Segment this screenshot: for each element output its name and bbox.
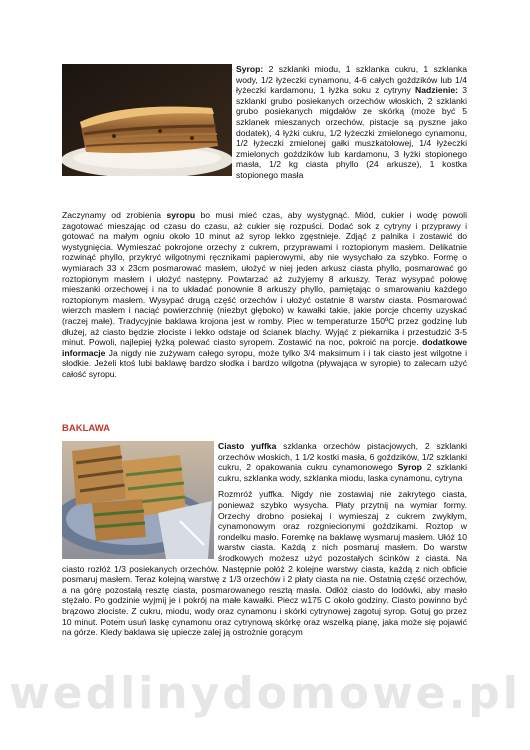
recipe2-method: Rozmróź yuffka. Nigdy nie zostawiaj nie zakrytego ciasta, ponieważ szybko wysycha. Płaty przytnij na wymiar formy. Orzechy drobno posiekaj i wymieszaj z cukrem zwykłym, cynamonowym oraz rozgniecionymi goździkami. Roztop w rondelku masło. Foremkę na baklawę wysmaruj masłem. Ułóż 10 warstw ciasta. Każdą z nich posmaruj masłem. Do warstw środkowych możesz użyć pozostałych ścinków z ciasta. Na ciasto rozłóż 1/3 posiekanych orzechów. Następnie połóż 2 kolejne warstwy ciasta, każdą z nich obficie posmaruj masłem. Teraz kolejną warstwę z 1/3 orzechów i 2 płaty ciasta na nie. Ostatnią część orzechów, a na górę pozostałą resztę ciasta, posmarowanego resztą masła. Odłóż ciasto do lodówki, aby masło stężało. Po godzinie wyjmij je i pokrój na małe kawałki. Piecz w175 C około godziny. Ciasto powinno być brązowo złociste. Z cukru, miodu, wody oraz cynamonu i skórki cytrynowej zagotuj syrop. Gotuj go przez 10 minut. Potem usuń laskę cynamonu oraz cytrynową skórkę oraz wszelką pianę, jaka może się pojawić na górze. Kiedy baklawa się upiecze zalej ją ostrożnie gorącym bbox=[62, 489, 467, 638]
method1-text-2: bo musi mieć czas, aby wystygnąć. Miód, cukier i wodę powoli zagotować mieszając od czasu do czasu, aż cukier się rozpuści. Dodać sok z cytryny i przyprawy i gotować na małym ogniu około 10 minut aż syrop lekko zgęstnieje. Zdjąć z palnika i zostawić do wystygnięcia. Wymieszać pokrojone orzechy z cukrem, przyprawami i roztopionym masłem. Delikatnie rozwinąć phyllo, przykryć wilgotnymi ręcznikami papierowymi, aby nie wysychało za szybko. Formę o wymiarach 33 x 23cm posmarować masłem, ułożyć w niej jeden arkusz ciasta phyllo, posmarować go roztopionym masłem i ułożyć następny. Powtarzać aż zużyjemy 8 arkuszy. Teraz wysypać połowę mieszanki orzechowej i na to układać ponownie 8 arkuszy phyllo, pamiętając o smarowaniu każdego roztopionym masłem. Wysypać drugą część orzechów i ułożyć ostatnie 8 warstw ciasta. Posmarować wierzch masłem i naciąć powierzchnię (niezbyt głęboko) w kawałki takie, jakie porcje chcemy uzyskać (raczej małe). Tradycyjnie baklawa krojona jest w romby. Piec w temperaturze 150ºC przez godzinę lub dłużej, aż ciasto będzie złociste i lekko odstaje od ścianek blachy. Wyjąć z piekarnika i przestudzić 3-5 minut. Powoli, najlepiej łyżką polewać ciasto syropem. Zostawić na noc, pokroić na porcje. bbox=[62, 210, 467, 348]
dough-label: Ciasto yuffka bbox=[218, 441, 277, 451]
method1-text-3: Ja nigdy nie zużywam całego syropu, może tylko 3/4 maksimum i i tak ciasto jest wilgotne i słodkie. Jeżeli ktoś lubi baklawę bardzo słodka i bardzo wilgotna (pływająca w syropie) to zalecam użyć całość syropu. bbox=[62, 347, 467, 379]
dough-text: szklanka orzechów pistacjowych, 2 szklanki orzechów włoskich, 1 1/2 kostki masła, 6 goździków, 1/2 szklanki cukru, 2 opakowania cukru cynamonowego bbox=[218, 441, 467, 473]
site-watermark: wedlinydomowe.pl bbox=[9, 668, 521, 719]
syrup2-text: 2 szklanki cukru, szklanka wody, szklanka miodu, laska cynamonu, cytryna bbox=[218, 462, 467, 483]
filling-text: 3 szklanki grubo posiekanych orzechów włoskich, 2 szklanki grubo posiekanych migdałów ze skórką (może być 5 szklanek mieszanych orzechów, pistacje są pyszne jako dodatek), 4 łyżki cukru, 1/2 łyżeczki zmielonego cynamonu, 1/2 łyżeczki zmielonej gałki muszkatołowej, 1/4 łyżeczki zmielonych goździków lub kardamonu, 3 łyżki stopionego masła, 1/2 kg ciasta phyllo (24 arkusze), 1 kostka stopionego masła bbox=[236, 85, 467, 180]
method1-syrup-bold: syropu bbox=[166, 210, 196, 220]
method1-text-1: Zaczynamy od zrobienia bbox=[62, 210, 167, 220]
method1-extra-info-bold: dodatkowe informacje bbox=[62, 337, 467, 358]
syrup2-label: Syrop bbox=[397, 462, 422, 473]
section-heading-baklawa: BAKLAWA bbox=[62, 423, 111, 434]
syrup-label: Syrop: bbox=[236, 64, 264, 74]
filling-label: Nadzienie: bbox=[415, 85, 458, 96]
recipe1-method bbox=[62, 210, 467, 380]
syrup-text: 2 szklanki miodu, 1 szklanka cukru, 1 szklanka wody, 1/2 łyżeczki cynamonu, 4-6 całych goździków lub 1/4 łyżeczki kardamonu, 1 łyżka soku z cytryny bbox=[236, 64, 467, 96]
recipe2 bbox=[62, 441, 467, 638]
recipe1-ingredients bbox=[62, 64, 467, 181]
